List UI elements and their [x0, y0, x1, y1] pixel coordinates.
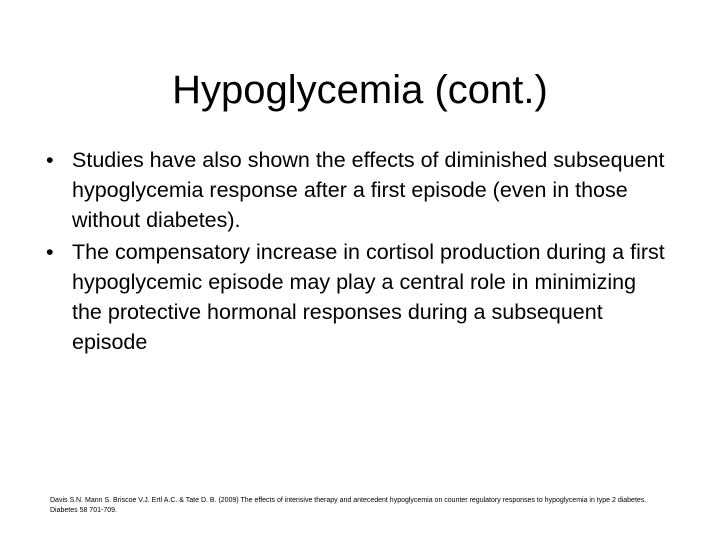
bullet-marker: •	[46, 240, 54, 264]
bullet-item	[46, 237, 666, 357]
reference-citation: Davis S.N. Mann S. Briscoe V.J. Ertl A.C. & Tate D. B. (2009) The effects of intensive therapy and antecedent hypoglycemia on counter regulatory responses to hypoglycemia in type 2 diabetes. Diabetes 58 701-709.	[50, 497, 647, 514]
bullet-item	[46, 145, 666, 235]
bullet-text: Studies have also shown the effects of diminished subsequent hypoglycemia response after a first episode (even in those without diabetes).	[72, 148, 665, 232]
slide-title: Hypoglycemia (cont.)	[172, 68, 548, 112]
bullet-text: The compensatory increase in cortisol production during a first hypoglycemic episode may play a central role in minimizing the protective hormonal responses during a subsequent episode	[72, 240, 665, 354]
bullet-list	[46, 145, 666, 359]
bullet-marker: •	[46, 148, 54, 172]
